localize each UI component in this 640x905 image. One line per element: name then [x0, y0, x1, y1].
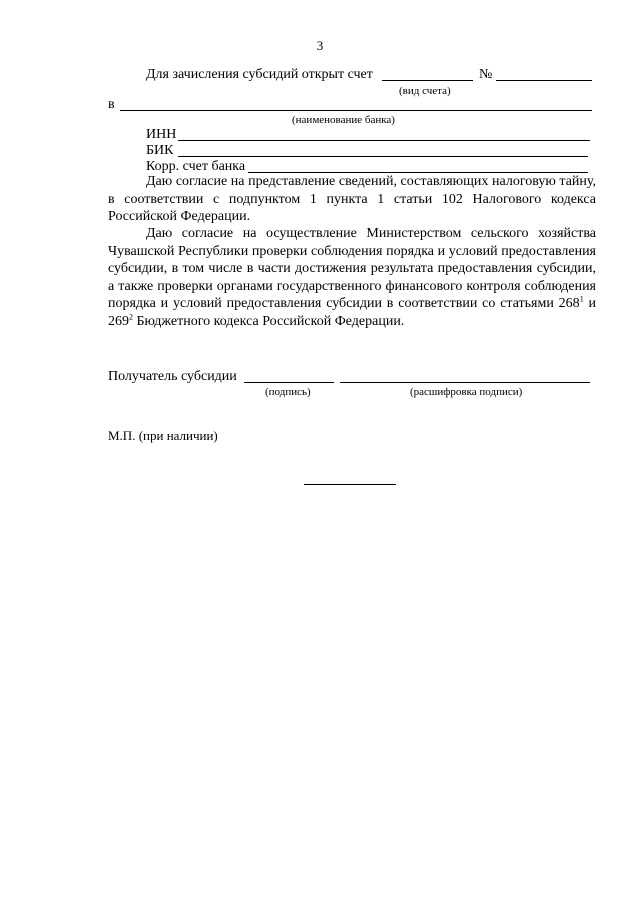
stamp-note: М.П. (при наличии) — [108, 428, 218, 443]
bik-label: БИК — [146, 143, 174, 158]
page-number: 3 — [316, 38, 324, 53]
account-label: Для зачисления субсидий открыт счет — [146, 67, 373, 82]
consent-check-ending: Бюджетного кодекса Российской Федерации. — [133, 313, 405, 329]
account-number-field[interactable] — [496, 80, 592, 81]
consent-check-and: и 269 — [108, 296, 597, 329]
consent-tax-paragraph: Даю согласие на представление сведений, составляющих налоговую тайну, в соответствии с подпунктом 1 пункта 1 статьи 102 Налогового кодекса Российской Федерации. — [108, 174, 596, 224]
consent-check-text: Даю согласие на осуществление Министерством сельского хозяйства Чувашской Республики проверки соблюдения порядка и условий предоставления субсидии, в том числе в части достижения результата предоставления субсидии, а также проверки органами государственного финансового контроля соблюдения порядка и условий предоставления субсидии в соответствии со статьями 268 — [108, 226, 596, 311]
account-type-field[interactable] — [382, 80, 473, 81]
number-sign: № — [479, 67, 493, 82]
signature-decode-caption: (расшифровка подписи) — [410, 386, 523, 398]
consent-check-paragraph — [108, 225, 596, 330]
inn-label: ИНН — [146, 127, 177, 142]
article-footnote-2: 2 — [129, 311, 133, 321]
bank-name-caption: (наименование банка) — [292, 114, 395, 126]
recipient-label: Получатель субсидии — [108, 369, 237, 384]
article-footnote-1: 1 — [579, 294, 584, 304]
closing-separator — [304, 484, 396, 485]
corr-account-label: Корр. счет банка — [146, 159, 246, 174]
inn-field[interactable] — [178, 140, 590, 141]
bank-name-field[interactable] — [120, 110, 592, 111]
signature-field[interactable] — [244, 382, 334, 383]
signature-caption: (подпись) — [265, 386, 311, 398]
bik-field[interactable] — [178, 156, 588, 157]
signature-decode-field[interactable] — [340, 382, 590, 383]
account-type-caption: (вид счета) — [399, 85, 451, 97]
bank-prefix: в — [108, 97, 115, 112]
